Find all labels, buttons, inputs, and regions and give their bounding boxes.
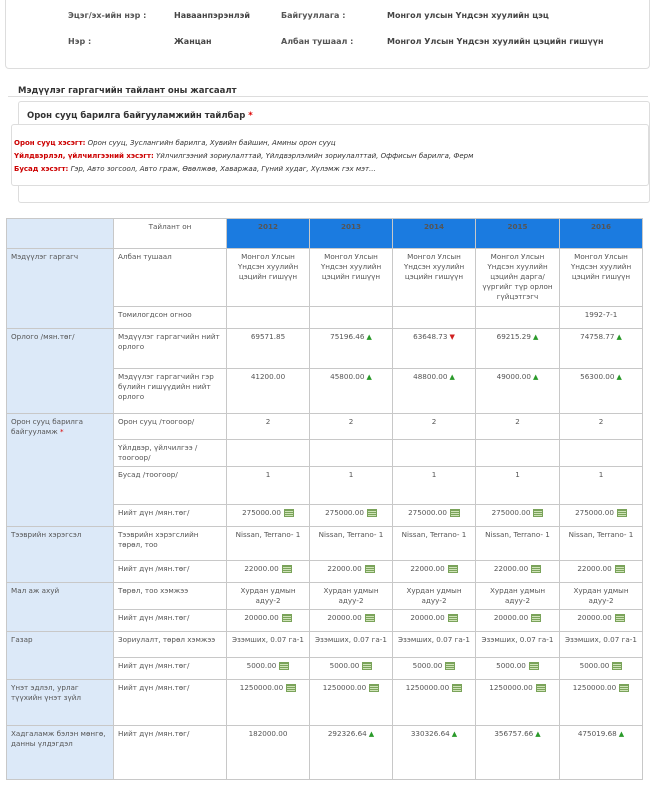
row-label: Төрөл, тоо хэмжээ <box>114 583 227 610</box>
row-label: Үйлдвэр, үйлчилгээ /тоогоор/ <box>114 440 227 467</box>
year-header-2015: 2015 <box>476 219 560 249</box>
table-row <box>7 632 643 658</box>
group-label-text: Орлого /мян.төг/ <box>11 332 75 341</box>
row-label: Бусад /тоогоор/ <box>114 467 227 505</box>
cell-value: 20000.00 <box>410 613 445 622</box>
table-cell <box>393 726 476 780</box>
cell-value: 63648.73 <box>413 332 448 341</box>
cell-value: 2 <box>515 417 520 426</box>
section-divider <box>8 96 648 97</box>
details-table-icon[interactable] <box>533 509 543 517</box>
cell-value: Монгол Улсын Үндсэн хуулийн цэцийн гишүүн <box>570 252 632 281</box>
details-table-icon[interactable] <box>531 614 541 622</box>
table-row <box>7 583 643 610</box>
table-cell <box>393 369 476 414</box>
cell-value: 49000.00 <box>496 372 531 381</box>
group-label <box>7 249 114 329</box>
table-cell <box>560 527 643 561</box>
cell-value: 75196.46 <box>330 332 365 341</box>
table-row <box>7 414 643 440</box>
group-label <box>7 414 114 527</box>
row-label: Нийт дүн /мян.төг/ <box>114 658 227 680</box>
cell-value: 1992-7-1 <box>584 310 618 319</box>
cell-value: Хурдан удмын адуу-2 <box>489 586 546 605</box>
details-table-icon[interactable] <box>617 509 627 517</box>
table-cell <box>476 726 560 780</box>
details-table-icon[interactable] <box>365 565 375 573</box>
table-cell <box>310 329 393 369</box>
table-cell <box>227 680 310 726</box>
cell-value: 5000.00 <box>579 661 610 670</box>
table-cell <box>560 658 643 680</box>
table-cell <box>393 680 476 726</box>
table-cell <box>227 726 310 780</box>
cell-value: Nissan, Terrano- 1 <box>568 530 634 539</box>
cell-value: 275000.00 <box>408 508 447 517</box>
category-value: Орон сууц, Зуслангийн барилга, Хувийн байшин, Амины орон сууц <box>87 139 336 147</box>
table-cell <box>560 680 643 726</box>
table-cell <box>227 658 310 680</box>
cell-value: 292326.64 <box>327 729 367 738</box>
table-cell <box>310 658 393 680</box>
increase-arrow-icon: ▲ <box>366 373 372 381</box>
table-cell <box>227 527 310 561</box>
cell-value: Хурдан удмын адуу-2 <box>323 586 379 605</box>
details-table-icon[interactable] <box>615 614 625 622</box>
table-cell <box>476 505 560 527</box>
details-table-icon[interactable] <box>529 662 539 670</box>
group-label-text: Тээврийн хэрэгсэл <box>11 530 82 539</box>
cell-value: 45800.00 <box>330 372 365 381</box>
table-cell <box>227 307 310 329</box>
table-cell <box>310 632 393 658</box>
cell-value: 275000.00 <box>325 508 364 517</box>
table-cell <box>476 307 560 329</box>
row-label: Нийт дүн /мян.төг/ <box>114 561 227 583</box>
table-cell <box>560 583 643 610</box>
details-table-icon[interactable] <box>448 614 458 622</box>
cell-value: 1250000.00 <box>572 683 617 692</box>
cell-value: Nissan, Terrano- 1 <box>485 530 550 539</box>
table-cell <box>227 414 310 440</box>
cell-value: 48800.00 <box>413 372 448 381</box>
table-cell <box>310 467 393 505</box>
row-label: Зориулалт, төрөл хэмжээ <box>114 632 227 658</box>
group-label <box>7 632 114 680</box>
cell-value: 22000.00 <box>244 564 279 573</box>
table-row <box>7 329 643 369</box>
details-table-icon[interactable] <box>448 565 458 573</box>
cell-value: 1 <box>598 470 604 479</box>
table-cell <box>310 505 393 527</box>
cell-value: Эзэмших, 0.07 га-1 <box>232 635 304 644</box>
table-cell <box>476 527 560 561</box>
table-cell <box>560 467 643 505</box>
table-cell <box>560 307 643 329</box>
group-label <box>7 583 114 632</box>
details-table-icon[interactable] <box>286 684 296 692</box>
row-label: Мэдүүлэг гаргагчийн нийт орлого <box>114 329 227 369</box>
details-table-icon[interactable] <box>282 565 292 573</box>
cell-value: 356757.66 <box>494 729 534 738</box>
table-cell <box>476 680 560 726</box>
year-header-2013: 2013 <box>310 219 393 249</box>
table-cell <box>393 610 476 632</box>
table-cell <box>227 249 310 307</box>
details-table-icon[interactable] <box>612 662 622 670</box>
organization-value: Монгол улсын Үндсэн хуулийн цэц <box>387 11 549 20</box>
table-cell <box>560 726 643 780</box>
cell-value: Nissan, Terrano- 1 <box>235 530 301 539</box>
cell-value: 182000.00 <box>248 729 288 738</box>
table-cell <box>393 307 476 329</box>
table-cell <box>227 561 310 583</box>
decrease-arrow-icon: ▼ <box>449 333 455 341</box>
increase-arrow-icon: ▲ <box>451 730 458 738</box>
increase-arrow-icon: ▲ <box>616 373 622 381</box>
table-cell <box>393 505 476 527</box>
table-cell <box>393 440 476 467</box>
cell-value: 2 <box>598 417 604 426</box>
increase-arrow-icon: ▲ <box>368 730 375 738</box>
cell-value: 20000.00 <box>577 613 612 622</box>
increase-arrow-icon: ▲ <box>449 373 455 381</box>
table-cell <box>310 527 393 561</box>
details-table-icon[interactable] <box>615 565 625 573</box>
firstname-label: Нэр : <box>68 37 92 46</box>
table-cell <box>227 440 310 467</box>
cell-value: 1 <box>515 470 520 479</box>
table-cell <box>310 680 393 726</box>
cell-value: 1250000.00 <box>322 683 367 692</box>
table-cell <box>393 583 476 610</box>
cell-value: 275000.00 <box>242 508 281 517</box>
category-key: Үйлдвэрлэл, үйлчилгээний хэсэгт: <box>14 152 154 160</box>
row-label: Орон сууц /тоогоор/ <box>114 414 227 440</box>
table-row <box>7 680 643 726</box>
cell-value: 5000.00 <box>496 661 526 670</box>
details-table-icon[interactable] <box>536 684 546 692</box>
table-cell <box>393 249 476 307</box>
row-label: Нийт дүн /мян.төг/ <box>114 505 227 527</box>
table-cell <box>476 561 560 583</box>
group-label-text: Мэдүүлэг гаргагч <box>11 252 79 261</box>
cell-value: Эзэмших, 0.07 га-1 <box>315 635 387 644</box>
cell-value: 5000.00 <box>246 661 277 670</box>
table-cell <box>227 505 310 527</box>
table-cell <box>560 610 643 632</box>
lastname-label: Эцэг/эх-ийн нэр : <box>68 11 147 20</box>
table-cell <box>393 467 476 505</box>
cell-value: 20000.00 <box>493 613 529 622</box>
group-label-text: Орон сууц барилга байгууламж <box>11 417 84 436</box>
increase-arrow-icon: ▲ <box>618 730 625 738</box>
cell-value: 1250000.00 <box>405 683 450 692</box>
details-table-icon[interactable] <box>531 565 541 573</box>
cell-value: 41200.00 <box>250 372 286 381</box>
table-cell <box>227 329 310 369</box>
details-table-icon[interactable] <box>279 662 289 670</box>
cell-value: Монгол Улсын Үндсэн хуулийн цэцийн гишүүн <box>320 252 382 281</box>
cell-value: 2 <box>265 417 271 426</box>
increase-arrow-icon: ▲ <box>366 333 372 341</box>
building-description-title-text: Орон сууц барилга байгууламжийн тайлбар <box>27 111 246 121</box>
increase-arrow-icon: ▲ <box>616 333 622 341</box>
cell-value: 1250000.00 <box>239 683 284 692</box>
details-table-icon[interactable] <box>445 662 455 670</box>
cell-value: 2 <box>431 417 437 426</box>
reporting-year-label: Тайлант он <box>114 219 227 249</box>
position-label: Албан тушаал : <box>281 37 354 46</box>
cell-value: Монгол Улсын Үндсэн хуулийн цэцийн дарга/үүргийг түр орлон гүйцэтгэгч <box>482 252 553 301</box>
cell-value: 22000.00 <box>577 564 612 573</box>
table-cell <box>476 658 560 680</box>
details-table-icon[interactable] <box>362 662 372 670</box>
position-value: Монгол Улсын Үндсэн хуулийн цэцийн гишүүн <box>387 37 604 46</box>
organization-label: Байгууллага : <box>281 11 346 20</box>
group-label-text: Мал аж ахуй <box>11 586 60 595</box>
table-cell <box>310 307 393 329</box>
table-cell <box>560 561 643 583</box>
table-cell <box>393 561 476 583</box>
year-header-2016: 2016 <box>560 219 643 249</box>
cell-value: 22000.00 <box>327 564 362 573</box>
details-table-icon[interactable] <box>452 684 462 692</box>
section-title: Мэдүүлэг гаргагчийн тайлант оны жагсаалт <box>18 86 237 96</box>
cell-value: 5000.00 <box>329 661 360 670</box>
group-label <box>7 680 114 726</box>
table-cell <box>476 329 560 369</box>
table-cell <box>560 632 643 658</box>
cell-value: 1 <box>431 470 437 479</box>
row-label: Нийт дүн /мян.төг/ <box>114 680 227 726</box>
table-cell <box>476 467 560 505</box>
category-list <box>11 124 649 186</box>
table-cell <box>560 414 643 440</box>
category-residential <box>14 139 336 147</box>
table-cell <box>476 632 560 658</box>
cell-value: 69571.85 <box>250 332 286 341</box>
group-label <box>7 726 114 780</box>
table-cell <box>310 440 393 467</box>
cell-value: Эзэмших, 0.07 га-1 <box>565 635 637 644</box>
details-table-icon[interactable] <box>619 684 629 692</box>
required-mark: * <box>248 111 253 121</box>
year-header-row <box>7 219 643 249</box>
details-table-icon[interactable] <box>450 509 460 517</box>
table-row <box>7 726 643 780</box>
table-cell <box>560 440 643 467</box>
cell-value: 1250000.00 <box>489 683 533 692</box>
table-corner <box>7 219 114 249</box>
row-label: Албан тушаал <box>114 249 227 307</box>
group-label-text: Үнэт эдлэл, урлаг түүхийн үнэт зүйл <box>11 683 81 702</box>
cell-value: Хурдан удмын адуу-2 <box>406 586 462 605</box>
increase-arrow-icon: ▲ <box>535 730 541 738</box>
table-row <box>7 527 643 561</box>
table-cell <box>310 610 393 632</box>
table-cell <box>310 583 393 610</box>
table-cell <box>310 414 393 440</box>
table-cell <box>393 632 476 658</box>
cell-value: Эзэмших, 0.07 га-1 <box>481 635 554 644</box>
year-header-2014: 2014 <box>393 219 476 249</box>
year-header-2012: 2012 <box>227 219 310 249</box>
firstname-value: Жанцан <box>174 37 212 46</box>
table-cell <box>476 369 560 414</box>
category-key: Бусад хэсэгт: <box>14 165 69 173</box>
table-cell <box>393 414 476 440</box>
category-value: Үйлчилгээний зориулалттай, Үйлдвэрлэлийн зориулалттай, Оффисын барилга, Ферм <box>156 152 474 160</box>
table-cell <box>227 610 310 632</box>
building-description-box <box>14 101 650 203</box>
table-cell <box>227 632 310 658</box>
cell-value: 475019.68 <box>577 729 617 738</box>
details-table-icon[interactable] <box>367 509 377 517</box>
cell-value: 330326.64 <box>410 729 450 738</box>
lastname-value: Наваанпэрэнлэй <box>174 11 250 20</box>
category-other <box>14 165 376 173</box>
cell-value: 275000.00 <box>575 508 614 517</box>
table-cell <box>560 249 643 307</box>
cell-value: 1 <box>265 470 271 479</box>
table-cell <box>560 505 643 527</box>
table-cell <box>310 249 393 307</box>
increase-arrow-icon: ▲ <box>532 373 539 381</box>
table-row <box>7 249 643 307</box>
group-label <box>7 329 114 414</box>
table-cell <box>310 561 393 583</box>
building-description-title <box>27 111 253 121</box>
details-table-icon[interactable] <box>284 509 294 517</box>
cell-value: 275000.00 <box>491 508 531 517</box>
table-cell <box>393 658 476 680</box>
row-label: Нийт дүн /мян.төг/ <box>114 610 227 632</box>
table-cell <box>393 329 476 369</box>
table-cell <box>227 583 310 610</box>
cell-value: 22000.00 <box>410 564 445 573</box>
row-label: Мэдүүлэг гаргагчийн гэр бүлийн гишүүдийн нийт орлого <box>114 369 227 414</box>
cell-value: 69215.29 <box>496 332 531 341</box>
category-key: Орон сууц хэсэгт: <box>14 139 86 147</box>
cell-value: 74758.77 <box>580 332 615 341</box>
category-industrial <box>14 152 473 160</box>
cell-value: 56300.00 <box>580 372 615 381</box>
cell-value: 1 <box>348 470 354 479</box>
table-cell <box>476 249 560 307</box>
cell-value: 2 <box>348 417 354 426</box>
row-label: Томилогдсон огноо <box>114 307 227 329</box>
table-cell <box>560 329 643 369</box>
cell-value: Эзэмших, 0.07 га-1 <box>398 635 470 644</box>
row-label: Нийт дүн /мян.төг/ <box>114 726 227 780</box>
table-cell <box>310 726 393 780</box>
table-cell <box>393 527 476 561</box>
increase-arrow-icon: ▲ <box>532 333 539 341</box>
cell-value: Nissan, Terrano- 1 <box>401 530 467 539</box>
cell-value: Монгол Улсын Үндсэн хуулийн цэцийн гишүүн <box>403 252 465 281</box>
annual-declaration-table <box>6 218 643 780</box>
cell-value: Хурдан удмын адуу-2 <box>240 586 296 605</box>
cell-value: Монгол Улсын Үндсэн хуулийн цэцийн гишүүн <box>237 252 299 281</box>
table-cell <box>227 467 310 505</box>
group-label-text: Газар <box>11 635 33 644</box>
cell-value: Хурдан удмын адуу-2 <box>573 586 629 605</box>
table-cell <box>476 440 560 467</box>
details-table-icon[interactable] <box>369 684 379 692</box>
table-cell <box>227 369 310 414</box>
cell-value: 20000.00 <box>244 613 279 622</box>
table-cell <box>310 369 393 414</box>
group-label-text: Хадгаламж бэлэн мөнгө, данны үлдэгдэл <box>11 729 106 748</box>
category-value: Гэр, Авто зогсоол, Авто граж, Өвөлжөө, Хаваржаа, Гүний худаг, Хүлэмж гэх мэт... <box>70 165 376 173</box>
group-label <box>7 527 114 583</box>
row-label: Тээврийн хэрэгслийн төрөл, тоо <box>114 527 227 561</box>
table-cell <box>476 414 560 440</box>
declarant-header <box>5 0 650 69</box>
table-cell <box>560 369 643 414</box>
cell-value: 22000.00 <box>493 564 529 573</box>
details-table-icon[interactable] <box>365 614 375 622</box>
cell-value: 20000.00 <box>327 613 362 622</box>
table-cell <box>476 610 560 632</box>
cell-value: 5000.00 <box>412 661 443 670</box>
cell-value: Nissan, Terrano- 1 <box>318 530 384 539</box>
table-cell <box>476 583 560 610</box>
details-table-icon[interactable] <box>282 614 292 622</box>
required-mark: * <box>57 427 64 436</box>
